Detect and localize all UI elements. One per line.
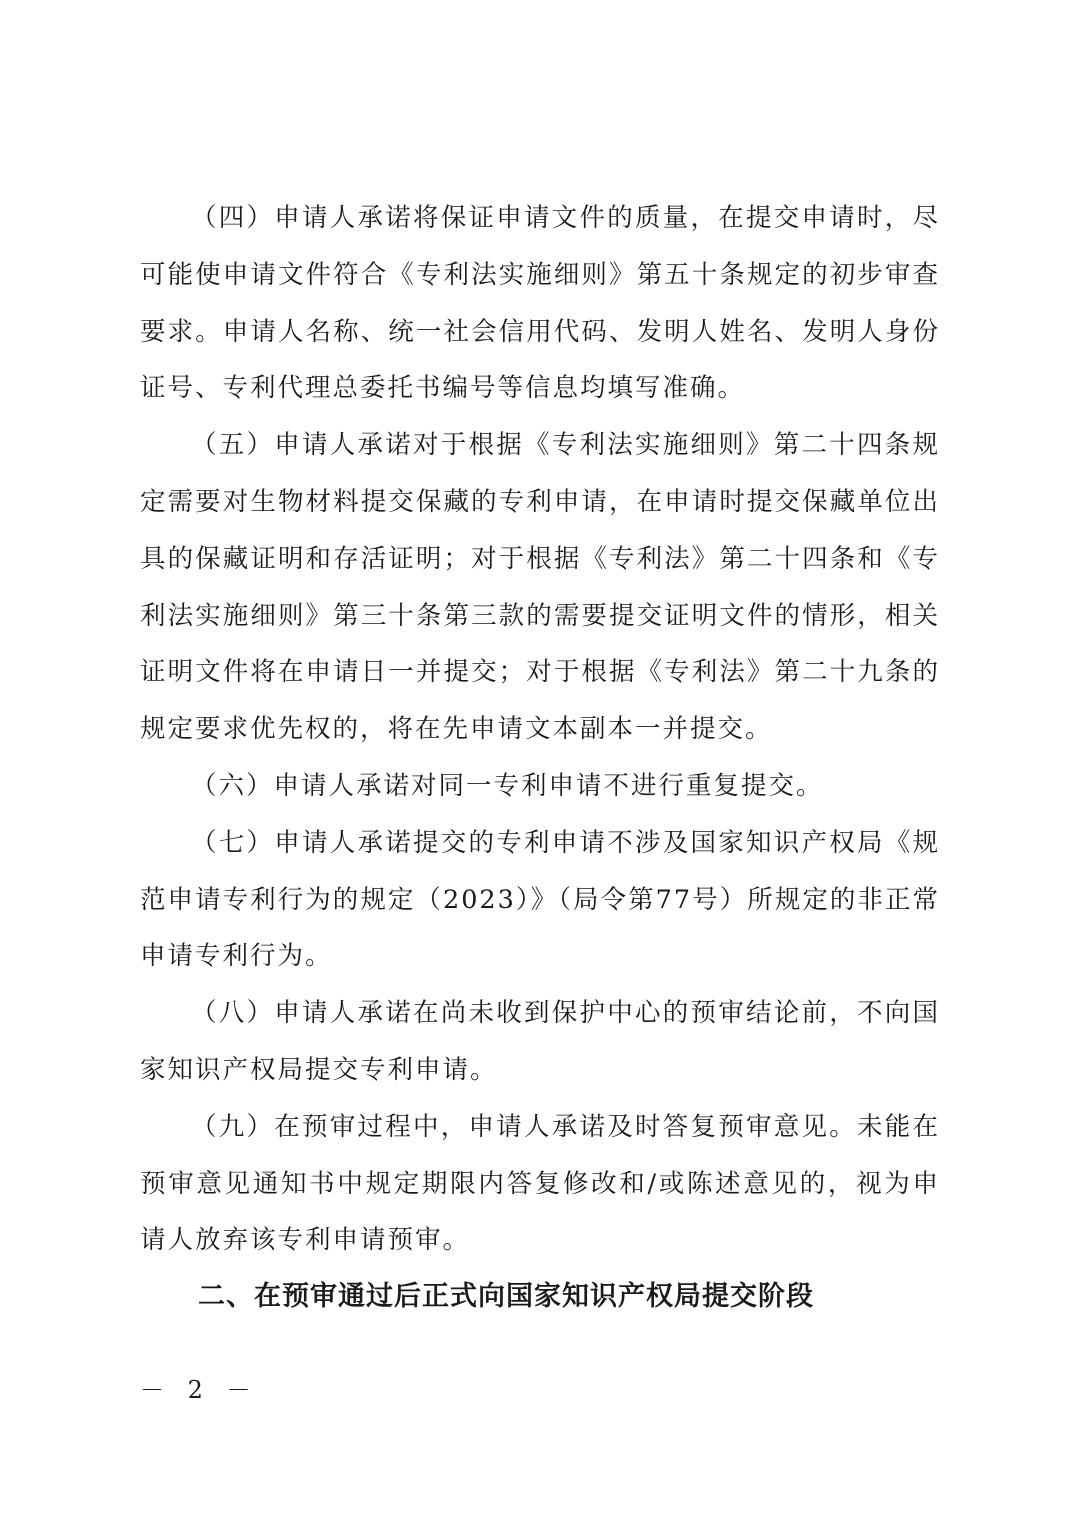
paragraph-item-4: （四）申请人承诺将保证申请文件的质量，在提交申请时，尽可能使申请文件符合《专利法实施细则》第五十条规定的初步审查要求。申请人名称、统一社会信用代码、发明人姓名、发明人身份证号、专利代理总委托书编号等信息均填写准确。 <box>140 203 940 404</box>
page-number: － 2 － <box>140 1376 259 1404</box>
paragraph-item-6: （六）申请人承诺对同一专利申请不进行重复提交。 <box>191 770 824 801</box>
document-body <box>140 190 940 1326</box>
paragraph-item-9: （九）在预审过程中，申请人承诺及时答复预审意见。未能在预审意见通知书中规定期限内答复修改和/或陈述意见的，视为申请人放弃该专利申请预审。 <box>140 1111 940 1256</box>
paragraph-item-8: （八）申请人承诺在尚未收到保护中心的预审结论前，不向国家知识产权局提交专利申请。 <box>140 998 940 1085</box>
section-heading: 二、在预审通过后正式向国家知识产权局提交阶段 <box>198 1281 814 1313</box>
paragraph-item-5: （五）申请人承诺对于根据《专利法实施细则》第二十四条规定需要对生物材料提交保藏的专利申请，在申请时提交保藏单位出具的保藏证明和存活证明；对于根据《专利法》第二十四条和《专利法实施细则》第三十条第三款的需要提交证明文件的情形，相关证明文件将在申请日一并提交；对于根据《专利法》第二十九条的规定要求优先权的，将在先申请文本副本一并提交。 <box>140 430 940 745</box>
paragraph-item-7: （七）申请人承诺提交的专利申请不涉及国家知识产权局《规范申请专利行为的规定（2023）》（局令第77号）所规定的非正常申请专利行为。 <box>140 827 940 972</box>
